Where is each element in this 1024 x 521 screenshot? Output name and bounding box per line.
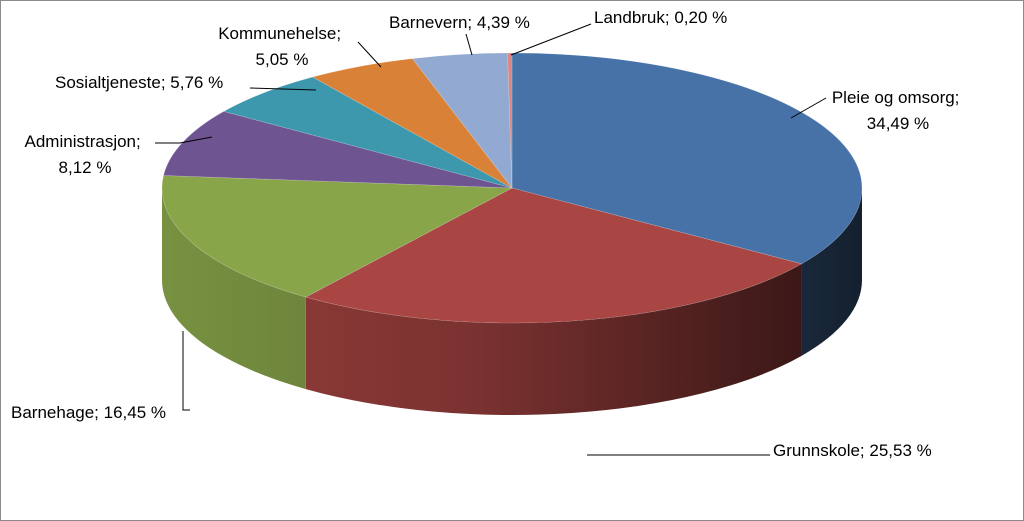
label-sosialtjeneste: Sosialtjeneste; 5,76 % <box>55 73 224 92</box>
pie-slices <box>162 53 862 323</box>
label-kommunehelse: Kommunehelse; 5,05 % <box>218 24 342 69</box>
label-landbruk: Landbruk; 0,20 % <box>594 8 728 27</box>
label-pleie-og-omsorg: Pleie og omsorg; 34,49 % <box>831 88 960 133</box>
label-barnevern: Barnevern; 4,39 % <box>389 13 530 32</box>
leader-line-kommunehelse <box>358 42 381 67</box>
leader-line-barnehage <box>183 331 190 410</box>
label-barnehage: Barnehage; 16,45 % <box>11 403 167 422</box>
label-administrasjon: Administrasjon; 8,12 % <box>24 132 141 177</box>
label-grunnskole: Grunnskole; 25,53 % <box>773 441 932 460</box>
leader-line-barnevern <box>466 34 472 55</box>
leader-line-pleie-og-omsorg <box>791 98 826 118</box>
